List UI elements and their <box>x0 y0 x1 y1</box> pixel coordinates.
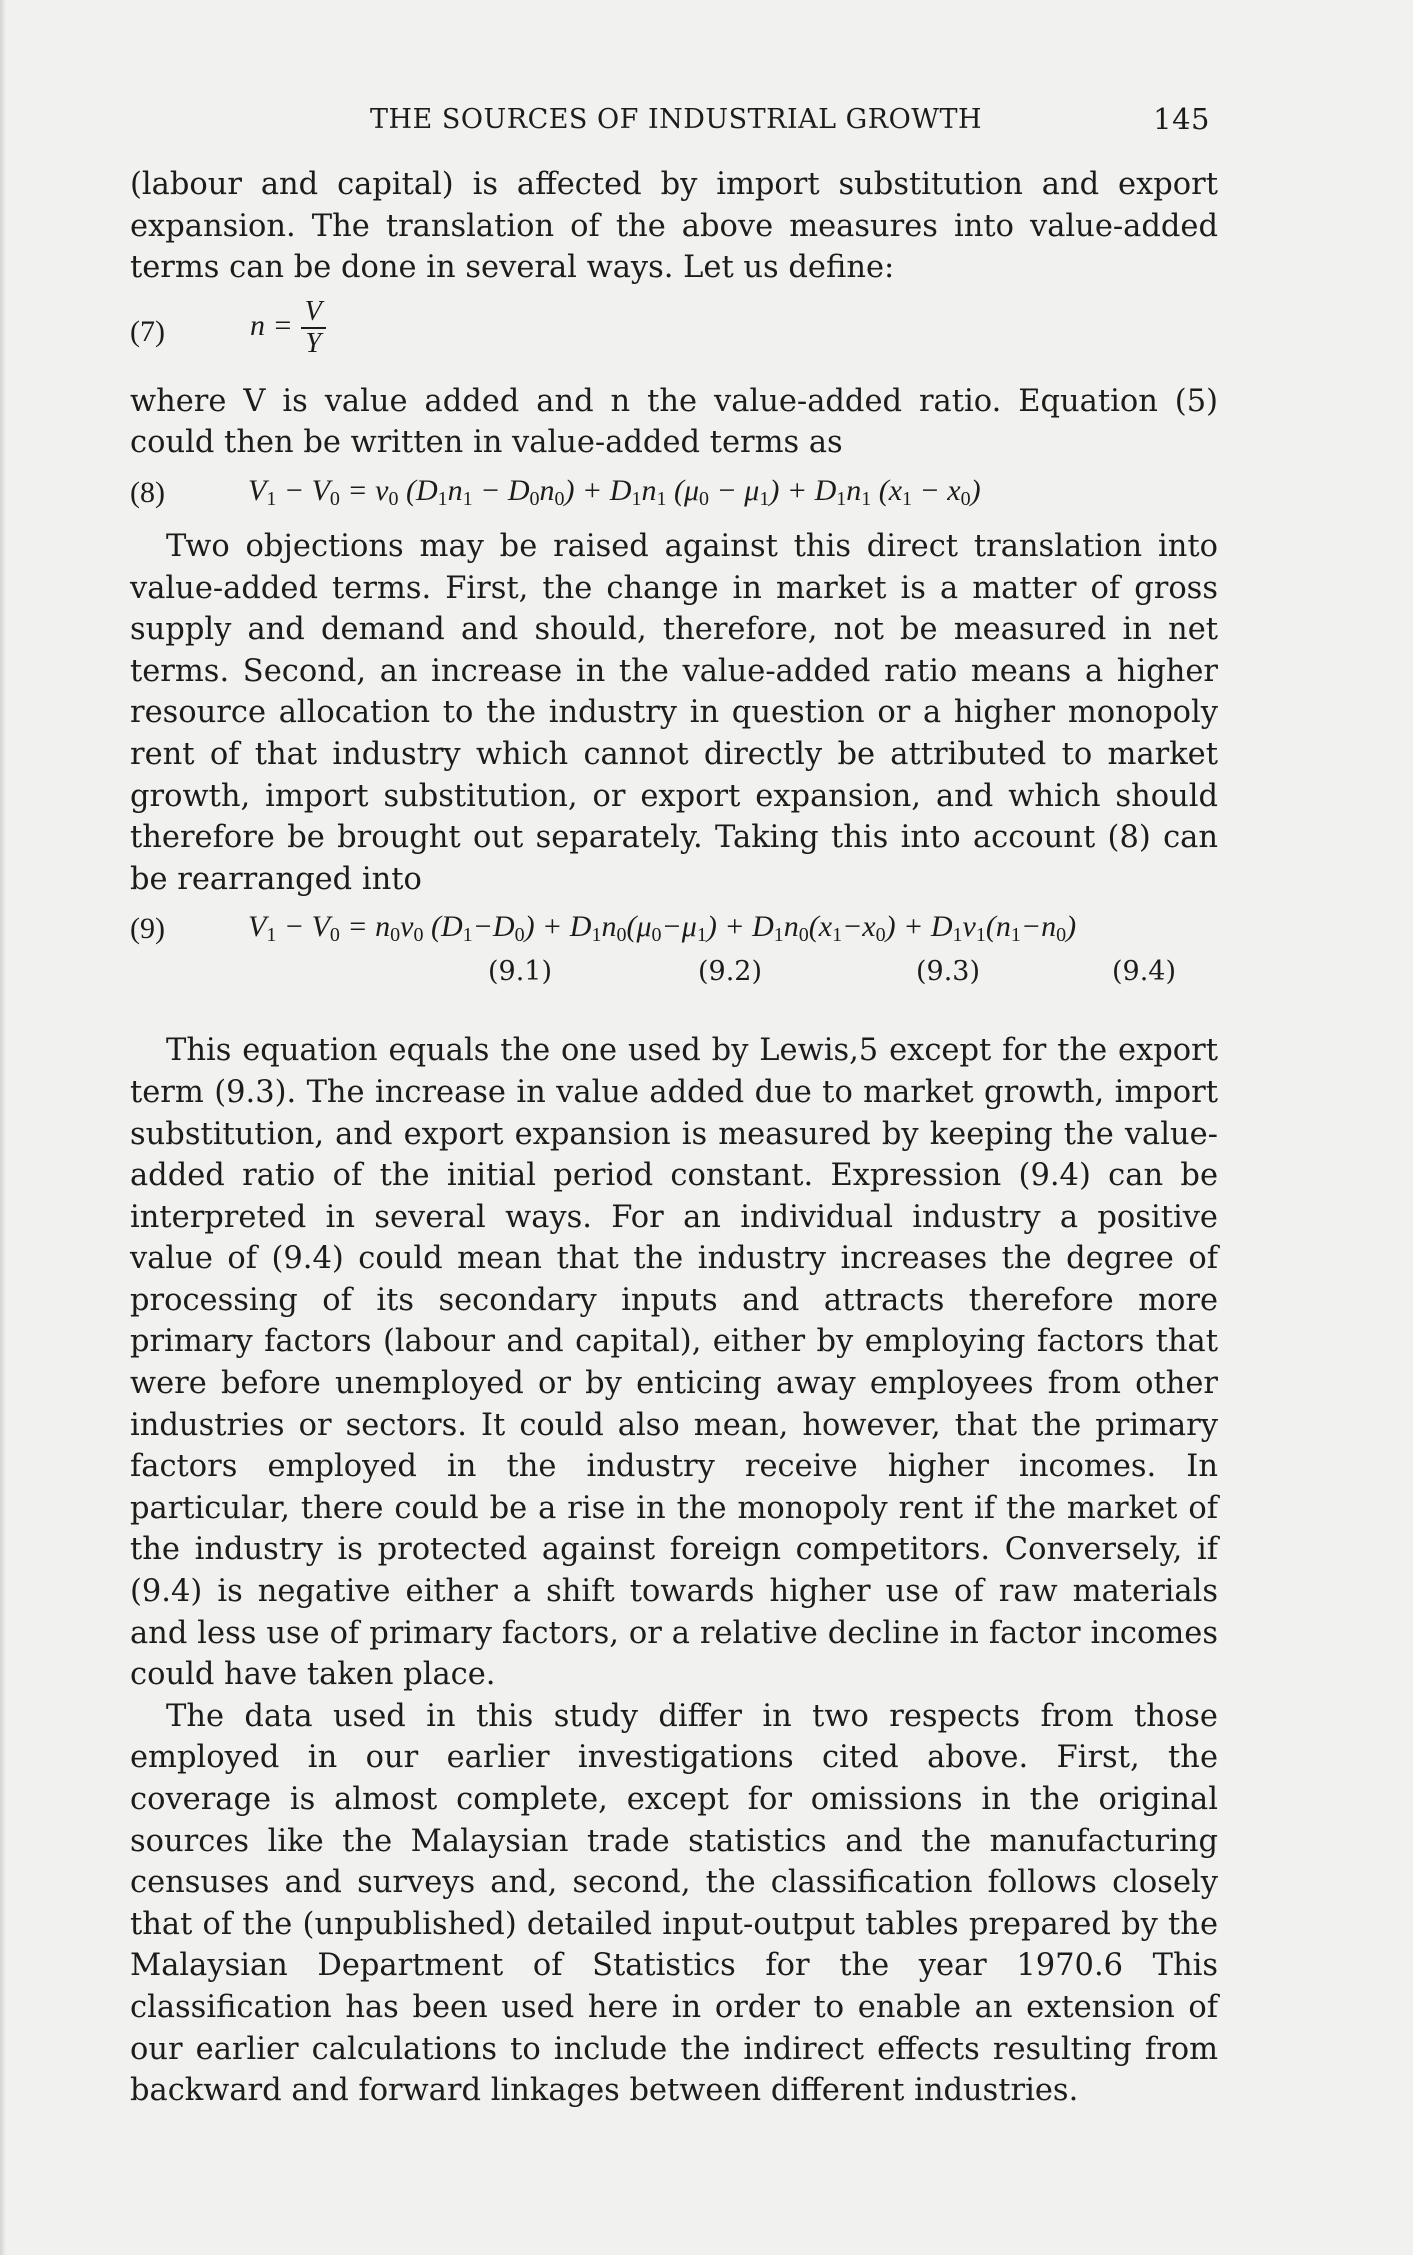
equation-lhs: n = <box>250 308 293 342</box>
equation-number: (8) <box>130 475 165 509</box>
equation-body: $V_1 - V_0 = v_0$ $(D_1n_1 - D_0n_0) + D_1n_1$ $(\mu_0 - \mu_1) + D_1n_1$ $(x_1 - x_0)$ <box>248 473 981 510</box>
main-text <box>130 164 1218 2112</box>
equation-body: $V_1 - V_0 = n_0v_0$ $(D_1-D_0) + D_1n_0(\mu_0-\mu_1) + D_1n_0(x_1-x_0) + D_1v_1(n_1-n_0)$ <box>248 910 1077 947</box>
denominator: Y <box>305 327 322 359</box>
paragraph-1: (labour and capital) is affected by import substitution and export expansion. The translation of the above measures into value-added terms can be done in several ways. Let us define: <box>130 167 1218 286</box>
paragraph-5: The data used in this study differ in two respects from those employed in our earlier investigations cited above. First, the coverage is almost complete, except for omissions in the original sources like the Malaysian trade statistics and the manufacturing censuses and surveys and, second, the classification follows closely that of the (unpublished) detailed input-output tables prepared by the Malaysian Department of Statistics for the year 1970.6 This classification has been used here in order to enable an extension of our earlier calculations to include the indirect effects resulting from backward and forward linkages between different industries. <box>130 1698 1218 2109</box>
equation-number: (7) <box>130 314 165 348</box>
equation-term-labels <box>130 956 1218 1000</box>
equation-9 <box>130 900 1218 956</box>
paragraph-4: This equation equals the one used by Lewis,5 except for the export term (9.3). The increase in value added due to market growth, import substitution, and export expansion is measured by keeping the value-added ratio of the initial period constant. Expression (9.4) can be interpreted in several ways. For an individual industry a positive value of (9.4) could mean that the industry increases the degree of processing of its secondary inputs and attracts therefore more primary factors (labour and capital), either by employing factors that were before unemployed or by enticing away employees from other industries or sectors. It could also mean, however, that the primary factors employed in the industry receive higher incomes. In particular, there could be a rise in the monopoly rent if the market of the industry is protected against foreign competitors. Conversely, if (9.4) is negative either a shift towards higher use of raw materials and less use of primary factors, or a relative decline in factor incomes could have taken place. <box>130 1033 1218 1693</box>
term-label: (9.1) <box>488 956 553 988</box>
paragraph-3: Two objections may be raised against this direct translation into value-added terms. First, the change in market is a matter of gross supply and demand and should, therefore, not be measured in net terms. Second, an increase in the value-added ratio means a higher resource allocation to the industry in question or a higher monopoly rent of that industry which cannot directly be attributed to market growth, import substitution, or export expansion, and which should therefore be brought out separately. Taking this into account (8) can be rearranged into <box>130 528 1218 897</box>
running-title: THE SOURCES OF INDUSTRIAL GROWTH <box>370 104 983 135</box>
term-label: (9.4) <box>1112 956 1177 988</box>
equation-body <box>250 297 326 359</box>
paragraph-2: where V is value added and n the value-added ratio. Equation (5) could then be written in value-added terms as <box>130 383 1218 461</box>
term-label: (9.3) <box>916 956 981 988</box>
running-header <box>130 98 1210 142</box>
equation-number: (9) <box>130 912 165 946</box>
fraction <box>301 297 326 359</box>
equation-8 <box>130 464 1218 520</box>
equation-7 <box>130 289 1218 381</box>
term-label: (9.2) <box>698 956 763 988</box>
page-crease-shadow <box>0 0 6 2255</box>
page-number: 145 <box>1153 102 1210 136</box>
numerator: V <box>301 297 326 329</box>
